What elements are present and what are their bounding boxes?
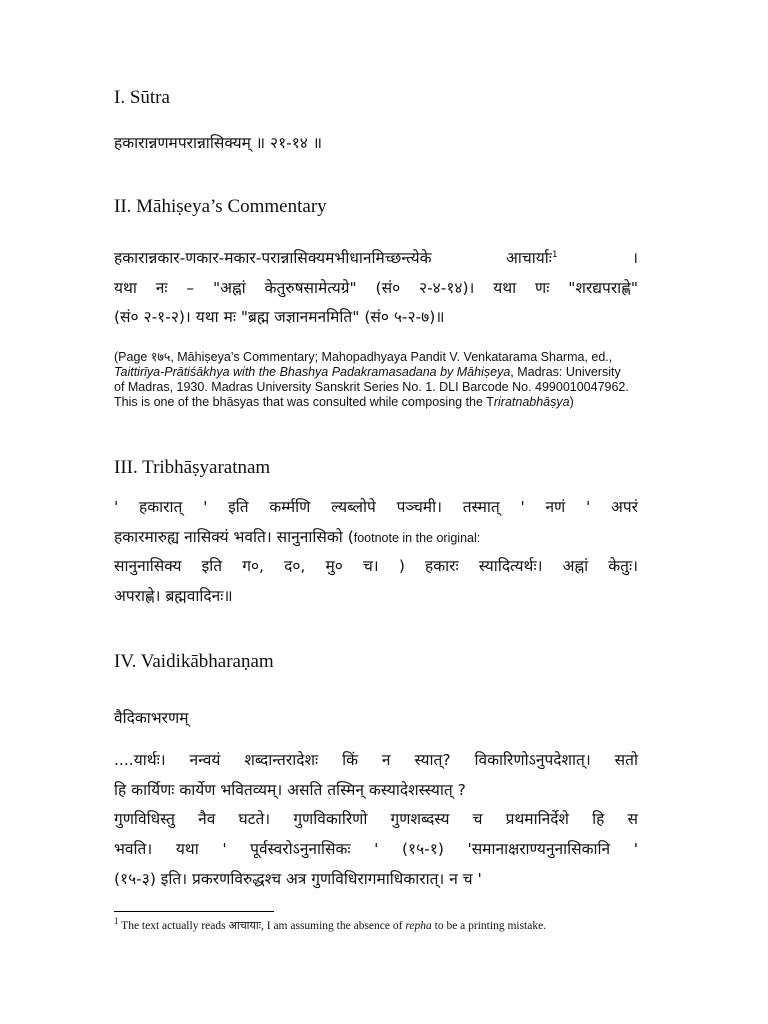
vaidika-subheading: वैदिकाभरणम् <box>114 709 189 727</box>
section-1-heading: I. Sūtra <box>114 87 170 108</box>
commentary-line-1-text: हकारान्नकार-णकार-मकार-परान्नासिक्यमभीधानमिच्छन्त्येके आचार्याः <box>114 249 552 267</box>
footnote <box>114 918 546 933</box>
source-title: Taittirīya-Prātiśākhya with the Bhashya Padakramasadana by Māhiṣeya <box>114 365 511 379</box>
footnote-divider <box>114 911 274 912</box>
source-line-b <box>114 365 654 380</box>
section-4-heading: IV. Vaidikābharaṇam <box>114 651 274 672</box>
source-line-d-post: ) <box>569 395 574 409</box>
vaidika-line-3: गुणविधिस्तु नैव घटते। गुणविकारिणो गुणशब्दस्य च प्रथमानिर्देशे हि स <box>114 810 638 828</box>
footnote-marker: 1 <box>551 249 558 260</box>
footnote-devanagari: आचायाः <box>228 919 261 932</box>
vaidika-line-1: ....यार्थः। नन्वयं शब्दान्तरादेशः किं न स्यात्? विकारिणोऽनुपदेशात्। सतो <box>114 751 638 769</box>
commentary-line-1-end: । <box>632 249 638 267</box>
commentary-line-1 <box>114 243 638 273</box>
tribhashya-line-2 <box>114 522 480 552</box>
source-line-b-rest: , Madras: University <box>510 365 621 379</box>
vaidika-line-2: हि कार्यिणः कार्येण भवितव्यम्। असति तस्मिन् कस्यादेशस्स्यात् ? <box>114 781 466 799</box>
section-3-heading: III. Tribhāṣyaratnam <box>114 457 271 478</box>
footnote-italic: repha <box>405 920 432 932</box>
vaidika-line-4: भवति। यथा ' पूर्वस्वरोऽनुनासिकः ' (१५-१) 'समानाक्षराण्यनुनासिकानि ' <box>114 840 638 858</box>
source-line-a: (Page १७५, Māhiṣeya’s Commentary; Mahopadhyaya Pandit V. Venkatarama Sharma, ed., <box>114 350 613 364</box>
tribhashya-line-2-text: हकारमारुह्य नासिक्यं भवति। सानुनासिको ( <box>114 528 354 546</box>
tribhashya-line-4: अपराह्णे। ब्रह्मवादिनः॥ <box>114 587 233 605</box>
source-line-d-pre: This is one of the bhāsyas that was consulted while composing the T <box>114 395 494 409</box>
sutra-text: हकारान्नणमपरान्नासिक्यम् ॥ २१-१४ ॥ <box>114 134 323 152</box>
source-line-c: of Madras, 1930. Madras University Sanskrit Series No. 1. DLI Barcode No. 4990010047962. <box>114 380 629 394</box>
footnote-number: 1 <box>114 916 119 927</box>
commentary-line-3: (सं० २-१-२)। यथा मः "ब्रह्म जज्ञानमनमिति" (सं० ५-२-७)॥ <box>114 308 445 326</box>
source-line-d <box>114 395 654 410</box>
commentary-line-2: यथा नः – "अह्नां केतुरुषसामेत्यग्रे" (सं० २-४-१४)। यथा णः "शरद्यपराह्णे" <box>114 279 638 297</box>
footnote-post: to be a printing mistake. <box>431 920 547 932</box>
tribhashya-line-1: ' हकारात् ' इति कर्म्मणि ल्यब्लोपे पञ्चमी। तस्मात् ' नणं ' अपरं <box>114 498 638 516</box>
footnote-mid: , I am assuming the absence of <box>260 920 406 932</box>
tribhashya-line-3: सानुनासिक्य इति ग०, द०, मु० च। ) हकारः स्यादित्यर्थः। अह्नां केतुः। <box>114 557 638 575</box>
tribhashya-footnote-note: footnote in the original: <box>353 531 481 545</box>
source-line-d-italic: riratnabhāṣya <box>493 395 570 409</box>
footnote-pre: The text actually reads <box>118 920 229 932</box>
section-2-heading: II. Māhiṣeya’s Commentary <box>114 196 327 217</box>
source-citation <box>114 350 654 410</box>
vaidika-line-5: (१५-३) इति। प्रकरणविरुद्धश्च अत्र गुणविधिरागमाधिकारात्। न च ' <box>114 870 482 888</box>
